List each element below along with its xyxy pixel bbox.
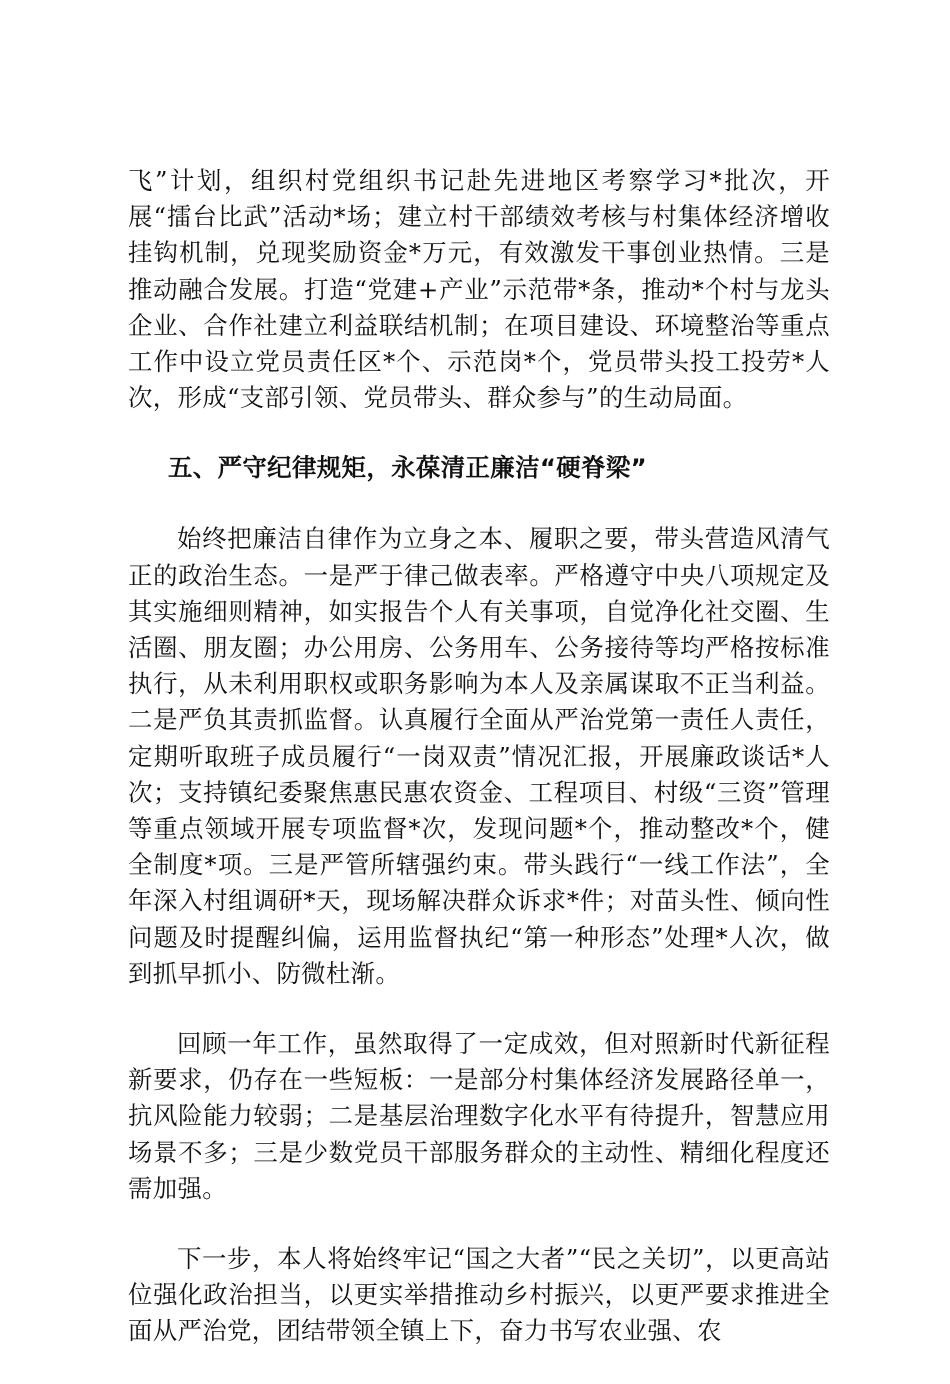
next-step-paragraph: 下一步，本人将始终牢记“国之大者”“民之关切”，以更高站位强化政治担当，以更实举措推动乡村振兴，以更严要求推进全面从严治党，团结带领全镇上下，奋力书写农业强、农 — [128, 1244, 830, 1346]
section-heading: 五、严守纪律规矩，永葆清正廉洁“硬脊梁” — [168, 453, 648, 483]
document-body — [128, 163, 830, 1384]
continued-paragraph: 飞”计划，组织村党组织书记赴先进地区考察学习*批次，开展“擂台比武”活动*场；建立村干部绩效考核与村集体经济增收挂钩机制，兑现奖励资金*万元，有效激发干事创业热情。三是推动融合发展。打造“党建+产业”示范带*条，推动*个村与龙头企业、合作社建立利益联结机制；在项目建设、环境整治等重点工作中设立党员责任区*个、示范岗*个，党员带头投工投劳*人次，形成“支部引领、党员带头、群众参与”的生动局面。 — [128, 166, 830, 413]
integrity-paragraph: 始终把廉洁自律作为立身之本、履职之要，带头营造风清气正的政治生态。一是严于律己做表率。严格遵守中央八项规定及其实施细则精神，如实报告个人有关事项，自觉净化社交圈、生活圈、朋友圈；办公用房、公务用车、公务接待等均严格按标准执行，从未利用职权或职务影响为本人及亲属谋取不正当利益。二是严负其责抓监督。认真履行全面从严治党第一责任人责任，定期听取班子成员履行“一岗双责”情况汇报，开展廉政谈话*人次；支持镇纪委聚焦惠民惠农资金、工程项目、村级“三资”管理等重点领域开展专项监督*次，发现问题*个，推动整改*个，健全制度*项。三是严管所辖强约束。带头践行“一线工作法”，全年深入村组调研*天，现场解决群众诉求*件；对苗头性、倾向性问题及时提醒纠偏，运用监督执纪“第一种形态”处理*人次，做到抓早抓小、防微杜渐。 — [128, 524, 830, 988]
review-paragraph: 回顾一年工作，虽然取得了一定成效，但对照新时代新征程新要求，仍存在一些短板：一是部分村集体经济发展路径单一，抗风险能力较弱；二是基层治理数字化水平有待提升，智慧应用场景不多；三是少数党员干部服务群众的主动性、精细化程度还需加强。 — [128, 1029, 830, 1203]
